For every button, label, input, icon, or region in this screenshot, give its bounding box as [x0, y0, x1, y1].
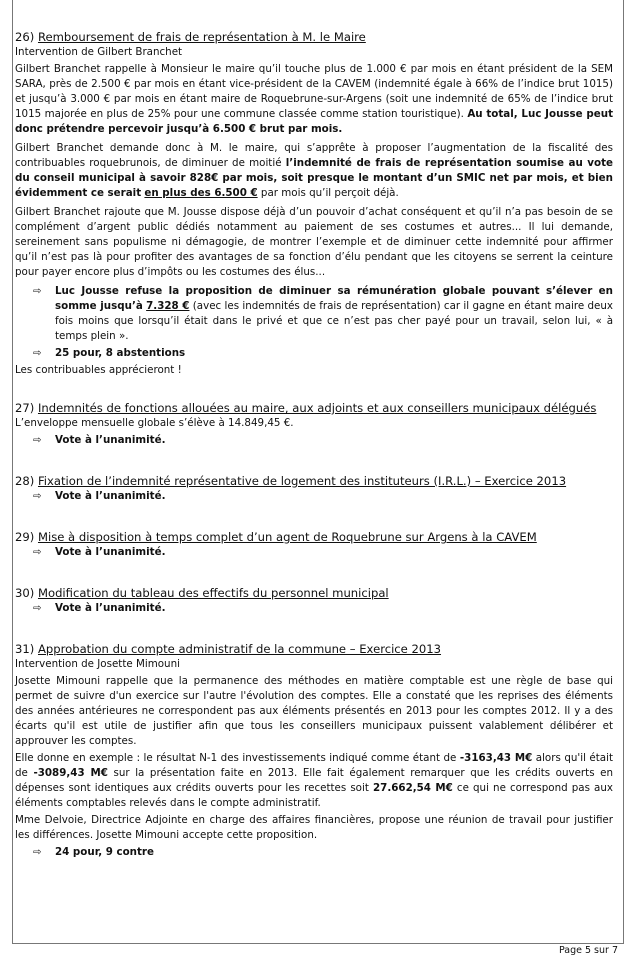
- arrow-icon: ⇨: [33, 435, 42, 446]
- section-number: 26): [15, 30, 35, 44]
- vote-bullet: ⇨ Vote à l’unanimité.: [33, 602, 166, 614]
- section-28-title: 28) Fixation de l’indemnité représentative de logement des instituteurs (I.R.L.) – Exercice 2013: [15, 474, 567, 488]
- result-bullet: ⇨ Luc Jousse refuse la proposition de diminuer sa rémunération globale pouvant s’élever en somme jusqu’à 7.328 € (avec les indemnités de frais de représentation) car il gagne en étant maire deux fois moins que lorsqu’il était dans le privé et que ce n’est pas cher payé pour un travail, selon lui, « à temps plein ».: [33, 285, 614, 342]
- paragraph: Gilbert Branchet demande donc à M. le maire, qui s’apprête à proposer l’augmentation de la fiscalité des contribuables roquebrunois, de diminuer de moitié l’indemnité de frais de représentation soumise au vote du conseil municipal à savoir 828€ par mois, soit presque le montant d’un SMIC net par mois, et bien évidemment ce serait en plus des 6.500 € par mois qu’il perçoit déjà.: [15, 142, 613, 199]
- paragraph: Gilbert Branchet rappelle à Monsieur le maire qu’il touche plus de 1.000 € par mois en étant président de la SEM SARA, près de 2.500 € par mois en étant vice-président de la CAVEM (indemnité égale à 66% de l’indice brut 1015) et jusqu’à 3.000 € par mois en étant maire de Roquebrune-sur-Argens (soit une indemnité de 65% de l’indice brut 1015 majorée en plus de 25% pour une commune classée comme station touristique). Au total, Luc Jousse peut donc prétendre percevoir jusqu’à 6.500 € brut par mois.: [15, 63, 614, 135]
- section-30-title: 30) Modification du tableau des effectifs du personnel municipal: [15, 586, 389, 600]
- vote-bullet: ⇨ 25 pour, 8 abstentions: [33, 347, 186, 359]
- arrow-icon: ⇨: [33, 603, 42, 614]
- page-number: Page 5 sur 7: [558, 945, 618, 956]
- arrow-icon: ⇨: [33, 286, 42, 297]
- section-title-text: Remboursement de frais de représentation à M. le Maire: [37, 30, 366, 44]
- vote-bullet: ⇨ Vote à l’unanimité.: [33, 434, 166, 446]
- document-page: [12, 0, 624, 944]
- paragraph: Mme Delvoie, Directrice Adjointe en charge des affaires financières, propose une réunion de travail pour justifier les différences. Josette Mimouni accepte cette proposition.: [15, 814, 613, 841]
- arrow-icon: ⇨: [33, 491, 42, 502]
- intervention-label: Intervention de Gilbert Branchet: [15, 46, 183, 58]
- vote-bullet: ⇨ 24 pour, 9 contre: [33, 846, 154, 858]
- section-26-title: [15, 30, 613, 45]
- arrow-icon: ⇨: [33, 847, 42, 858]
- paragraph: Josette Mimouni rappelle que la permanence des méthodes en matière comptable est une règle de base qui permet de suivre d'un exercice sur l'autre l'évolution des comptes. Elle a constaté que les reprises des éléments des années antérieures ne correspondent pas aux éléments présentés en 2013 pour les comptes 2012. Il y a des écarts qu'il est utile de justifier afin que tous les conseillers municipaux puissent valablement délibérer et approuver les comptes.: [15, 675, 613, 747]
- intervention-label: Intervention de Josette Mimouni: [15, 658, 180, 670]
- paragraph: Elle donne en exemple : le résultat N-1 des investissements indiqué comme étant de -3163,43 M€ alors qu'il était de -3089,43 M€ sur la présentation faite en 2013. Elle fait également remarquer que les crédits ouverts en dépenses sont identiques aux crédits ouverts pour les recettes soit 27.662,54 M€ ce qui ne correspond pas aux éléments comptables relevés dans le compte administratif.: [15, 752, 613, 809]
- arrow-icon: ⇨: [33, 547, 42, 558]
- vote-bullet: ⇨ Vote à l’unanimité.: [33, 490, 166, 502]
- section-29-title: 29) Mise à disposition à temps complet d’un agent de Roquebrune sur Argens à la CAVEM: [15, 530, 537, 544]
- paragraph: Gilbert Branchet rajoute que M. Jousse dispose déjà d’un pouvoir d’achat conséquent et qu’il n’a pas besoin de se complément d’argent public dédiés notamment au paiement de ses costumes et autres... Il lui demande, sereinement sans populisme ni démagogie, de montrer l’exemple et de diminuer cette indemnité pour affirmer qu’il n’est pas là pour profiter des avantages de sa fonction d’élu pendant que les citoyens se serrent la ceinture pour payer encore plus d’impôts ou les costumes des élus...: [15, 206, 613, 278]
- section-31-title: 31) Approbation du compte administratif de la commune – Exercice 2013: [15, 642, 442, 656]
- paragraph: L’enveloppe mensuelle globale s’élève à 14.849,45 €.: [15, 417, 294, 429]
- closing-remark: Les contribuables apprécieront !: [15, 364, 182, 376]
- section-27-title: 27) Indemnités de fonctions allouées au maire, aux adjoints et aux conseillers municipaux délégués: [15, 401, 597, 415]
- arrow-icon: ⇨: [33, 348, 42, 359]
- vote-bullet: ⇨ Vote à l’unanimité.: [33, 546, 166, 558]
